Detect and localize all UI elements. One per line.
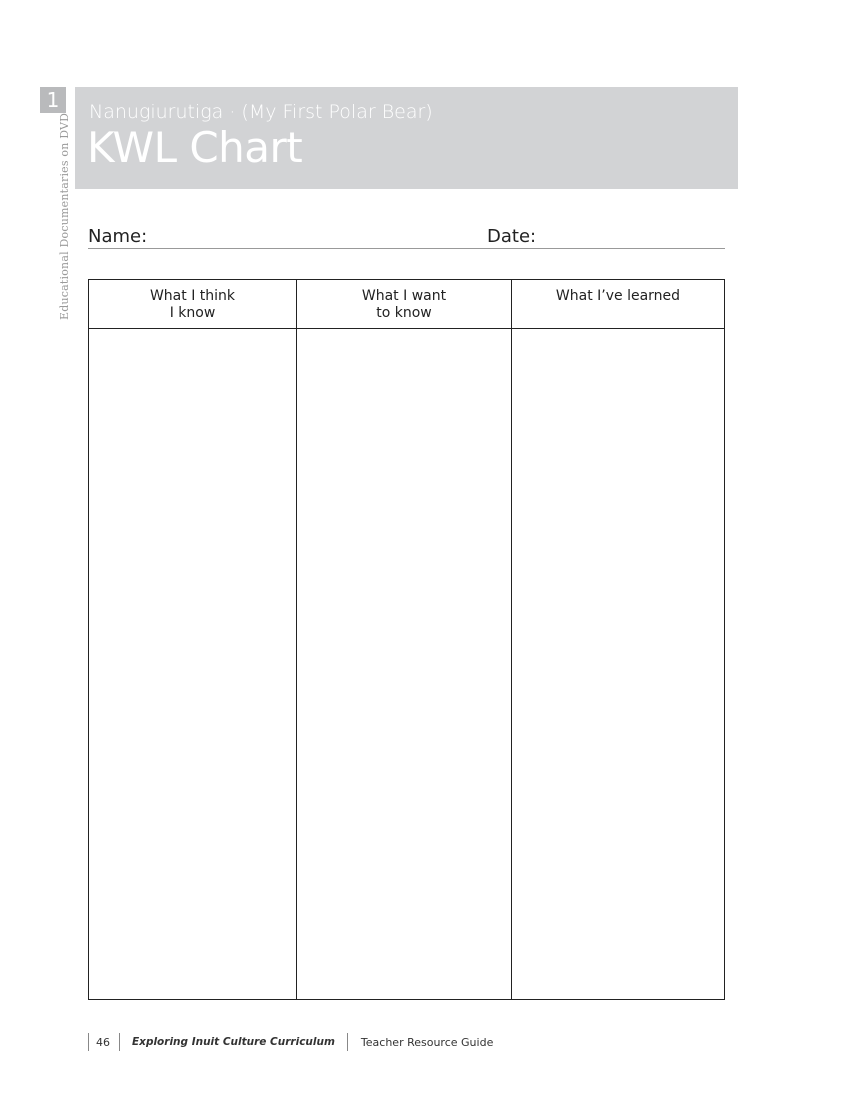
column-header-line2: to know	[376, 305, 432, 321]
guide-title: Teacher Resource Guide	[360, 1035, 494, 1049]
kwl-table	[88, 279, 725, 1000]
page-title: KWL Chart	[87, 123, 303, 172]
kwl-column-know	[89, 280, 297, 999]
page-footer	[88, 1032, 493, 1052]
column-header-line1: What I’ve learned	[555, 288, 681, 304]
kwl-column-want	[297, 280, 512, 999]
column-header-line1: What I want	[361, 288, 447, 304]
page-subtitle: Nanugiurutiga · (My First Polar Bear)	[89, 101, 433, 123]
page-number: 46	[96, 1035, 110, 1049]
side-section-label: Educational Documentaries on DVD	[58, 112, 71, 320]
name-date-line[interactable]	[88, 226, 725, 249]
name-label: Name:	[88, 226, 148, 247]
column-header	[512, 280, 724, 329]
column-header	[297, 280, 511, 329]
column-writing-area[interactable]	[89, 329, 296, 999]
chapter-number-badge: 1	[40, 87, 66, 113]
title-band	[75, 87, 738, 189]
column-header-line1: What I think	[149, 288, 236, 304]
column-header	[89, 280, 296, 329]
date-label: Date:	[487, 226, 537, 247]
column-header-line2: I know	[169, 305, 216, 321]
book-title: Exploring Inuit Culture Curriculum	[132, 1036, 335, 1048]
kwl-column-learned	[512, 280, 724, 999]
column-writing-area[interactable]	[297, 329, 511, 999]
column-writing-area[interactable]	[512, 329, 724, 999]
